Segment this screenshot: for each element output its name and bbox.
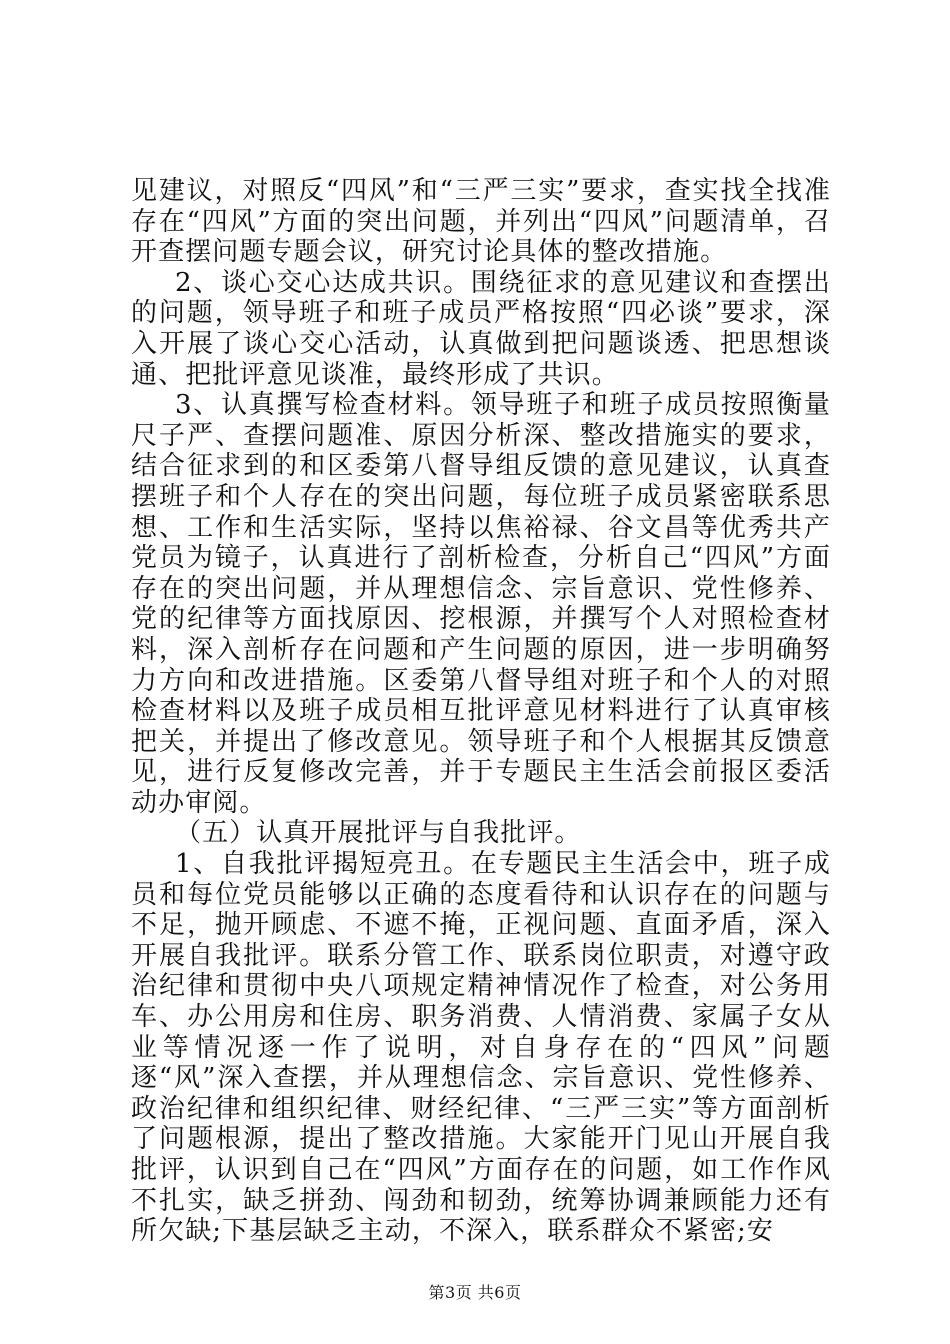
paragraph-item-3: 3、认真撰写检查材料。领导班子和班子成员按照衡量尺子严、查摆问题准、原因分析深、整改措施实的要求，结合征求到的和区委第八督导组反馈的意见建议，认真查摆班子和个人存在的突出问题，每位班子成员紧密联系思想、工作和生活实际，坚持以焦裕禄、谷文昌等优秀共产党员为镜子，认真进行了剖析检查，分析自己“四风”方面存在的突出问题，并从理想信念、宗旨意识、党性修养、党的纪律等方面找原因、挖根源，并撰写个人对照检查材料，深入剖析存在问题和产生问题的原因，进一步明确努力方向和改进措施。区委第八督导组对班子和个人的对照检查材料以及班子成员相互批评意见材料进行了认真审核把关，并提出了修改意见。领导班子和个人根据其反馈意见，进行反复修改完善，并于专题民主生活会前报区委活动办审阅。 <box>131 390 831 818</box>
document-body <box>131 176 831 1247</box>
page-number-label: 第3页 共6页 <box>428 1283 522 1302</box>
paragraph-item-1: 1、自我批评揭短亮丑。在专题民主生活会中，班子成员和每位党员能够以正确的态度看待和认识存在的问题与不足，抛开顾虑、不遮不掩，正视问题、直面矛盾，深入开展自我批评。联系分管工作、联系岗位职责，对遵守政治纪律和贯彻中央八项规定精神情况作了检查，对公务用车、办公用房和住房、职务消费、人情消费、家属子女从业等情况逐一作了说明，对自身存在的“四风”问题逐“风”深入查摆，并从理想信念、宗旨意识、党性修养、政治纪律和组织纪律、财经纪律、“三严三实”等方面剖析了问题根源，提出了整改措施。大家能开门见山开展自我批评，认识到自己在“四风”方面存在的问题，如工作作风不扎实，缺乏拼劲、闯劲和韧劲，统筹协调兼顾能力还有所欠缺;下基层缺乏主动，不深入，联系群众不紧密;安 <box>131 849 831 1247</box>
section-heading-five: （五）认真开展批评与自我批评。 <box>175 818 582 849</box>
paragraph-item-2: 2、谈心交心达成共识。围绕征求的意见建议和查摆出的问题，领导班子和班子成员严格按照“四必谈”要求，深入开展了谈心交心活动，认真做到把问题谈透、把思想谈通、把批评意见谈准，最终形成了共识。 <box>131 267 831 390</box>
paragraph-continuation: 见建议，对照反“四风”和“三严三实”要求，查实找全找准存在“四风”方面的突出问题，并列出“四风”问题清单，召开查摆问题专题会议，研究讨论具体的整改措施。 <box>131 176 831 268</box>
page-footer <box>0 1283 950 1303</box>
